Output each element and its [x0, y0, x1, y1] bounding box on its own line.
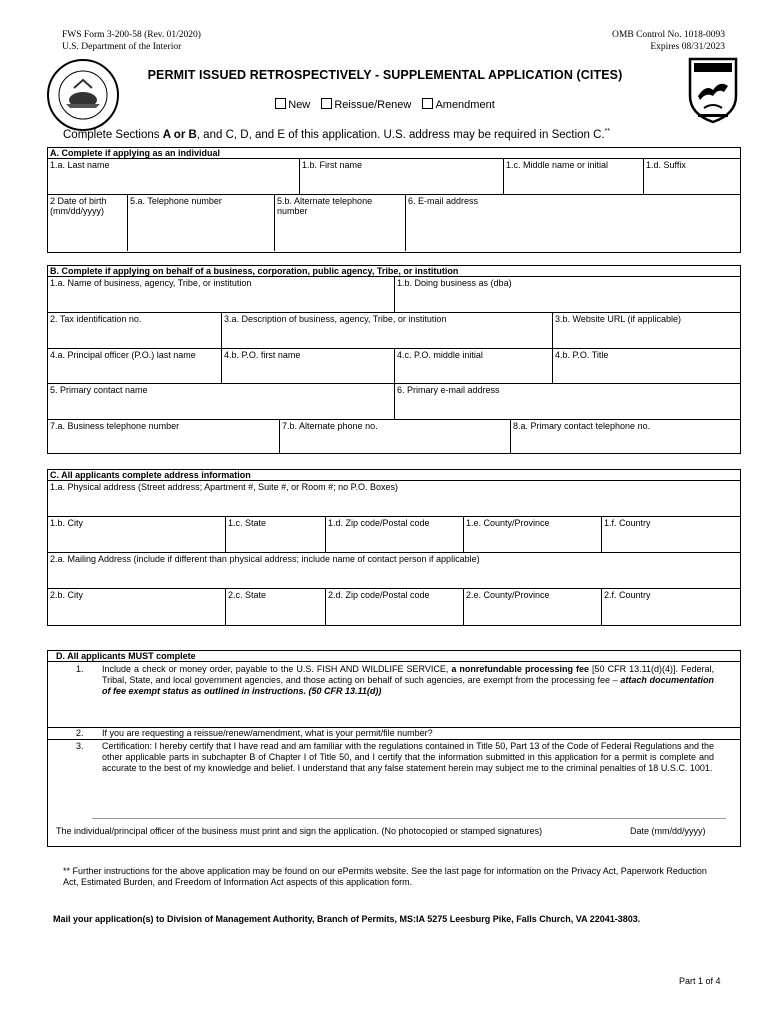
item-1-number: 1. — [76, 664, 84, 674]
section-b — [47, 265, 741, 454]
mailing-country-field[interactable]: 2.f. Country — [601, 589, 740, 625]
section-c-row-4 — [48, 589, 740, 625]
po-last-name-field[interactable]: 4.a. Principal officer (P.O.) last name — [50, 350, 196, 360]
department: U.S. Department of the Interior — [62, 41, 182, 52]
section-c-row-3 — [48, 553, 740, 589]
expiration-date: Expires 08/31/2023 — [650, 41, 725, 52]
option-reissue-renew[interactable]: Reissue/Renew — [321, 99, 411, 111]
section-a-heading: A. Complete if applying as an individual — [48, 148, 740, 159]
primary-contact-name-field[interactable]: 5. Primary contact name — [50, 385, 148, 395]
po-middle-initial-field[interactable]: 4.c. P.O. middle initial — [394, 349, 552, 383]
county-province-field[interactable]: 1.e. County/Province — [463, 517, 601, 552]
permit-file-number-question: If you are requesting a reissue/renew/amendment, what is your permit/file number? — [102, 728, 433, 738]
checkbox-amendment[interactable] — [422, 98, 433, 109]
section-b-heading: B. Complete if applying on behalf of a business, corporation, public agency, Tribe, or institution — [48, 266, 740, 277]
page-number: Part 1 of 4 — [679, 976, 721, 986]
state-field[interactable]: 1.c. State — [225, 517, 325, 552]
section-c-row-1 — [48, 481, 740, 517]
alternate-phone-field[interactable]: 7.b. Alternate phone no. — [279, 420, 510, 453]
business-description-field[interactable]: 3.a. Description of business, agency, Tribe, or institution — [221, 313, 552, 348]
country-field[interactable]: 1.f. Country — [601, 517, 740, 552]
item-3-number: 3. — [76, 741, 84, 751]
po-first-name-field[interactable]: 4.b. P.O. first name — [221, 349, 394, 383]
form-number: FWS Form 3-200-58 (Rev. 01/2020) — [62, 30, 201, 40]
website-url-field[interactable]: 3.b. Website URL (if applicable) — [552, 313, 740, 348]
application-type-options — [0, 98, 770, 111]
mailing-zip-code-field[interactable]: 2.d. Zip code/Postal code — [325, 589, 463, 625]
primary-contact-phone-field[interactable]: 8.a. Primary contact telephone no. — [510, 420, 740, 453]
po-title-field[interactable]: 4.b. P.O. Title — [552, 349, 740, 383]
checkbox-reissue-renew[interactable] — [321, 98, 332, 109]
fws-shield-logo — [686, 56, 740, 124]
signature-label: The individual/principal officer of the business must print and sign the application. (No photocopied or stamped signatures) — [56, 826, 543, 836]
tax-id-field[interactable]: 2. Tax identification no. — [50, 314, 142, 324]
primary-email-field[interactable]: 6. Primary e-mail address — [394, 384, 740, 419]
item-2-number: 2. — [76, 728, 84, 738]
form-id-block — [62, 30, 201, 53]
date-label: Date (mm/dd/yyyy) — [630, 826, 706, 836]
section-a-row-2 — [48, 195, 740, 251]
instructions-line: Complete Sections A or B, and C, D, and E of this application. U.S. address may be required in Section C.** — [63, 128, 611, 141]
section-b-row-5 — [48, 420, 740, 453]
sections-a-or-b: A or B — [162, 128, 197, 141]
section-d-heading: D. All applicants MUST complete — [48, 651, 740, 662]
certification-text: Certification: I hereby certify that I have read and am familiar with the regulations contained in Title 50, Part 13 of the Code of Federal Regulations and the other applicable parts in subchapter B of Chapter I of Title 50, and I certify that the information submitted in this application for a permit is complete and accurate to the best of my knowledge and belief. I understand that any false statement herein may subject me to the criminal penalties of 18 U.S.C. 1001. — [102, 741, 714, 773]
telephone-field[interactable]: 5.a. Telephone number — [127, 195, 274, 251]
mailing-address-field[interactable]: 2.a. Mailing Address (include if different than physical address; include name of contact person if applicable) — [50, 554, 480, 564]
section-b-row-4 — [48, 384, 740, 420]
mailing-city-field[interactable]: 2.b. City — [50, 590, 84, 600]
middle-name-field[interactable]: 1.c. Middle name or initial — [503, 159, 643, 194]
dba-field[interactable]: 1.b. Doing business as (dba) — [394, 277, 740, 312]
omb-control-number: OMB Control No. 1018-0093 — [612, 30, 725, 40]
mailing-instructions: Mail your application(s) to Division of Management Authority, Branch of Permits, MS:IA 5275 Leesburg Pike, Falls Church, VA 22041-3803. — [53, 914, 641, 924]
further-instructions-note: ** Further instructions for the above application may be found on our ePermits website. See the last page for information on the Privacy Act, Paperwork Reduction Act, Estimated Burden, and Freedom of Information Act aspects of this application form. — [63, 866, 707, 887]
section-a-row-1 — [48, 159, 740, 195]
section-c-heading: C. All applicants complete address information — [48, 470, 740, 481]
section-c-row-2 — [48, 517, 740, 553]
omb-block — [612, 30, 725, 53]
zip-code-field[interactable]: 1.d. Zip code/Postal code — [325, 517, 463, 552]
mailing-state-field[interactable]: 2.c. State — [225, 589, 325, 625]
first-name-field[interactable]: 1.b. First name — [299, 159, 503, 194]
section-a — [47, 147, 741, 253]
city-field[interactable]: 1.b. City — [50, 518, 84, 528]
item-1-fee-text: Include a check or money order, payable to the U.S. FISH AND WILDLIFE SERVICE, a nonrefundable processing fee [50 CFR 13.11(d)(4)]. Federal, Tribal, State, and local government agencies, and those acting on behalf of such agencies, are exempt from the processing fee – attach documentation of fee exempt status as outlined in instructions. (50 CFR 13.11(d)) — [102, 664, 715, 696]
signature-line[interactable] — [92, 818, 726, 819]
section-c — [47, 469, 741, 626]
form-title: PERMIT ISSUED RETROSPECTIVELY - SUPPLEMENTAL APPLICATION (CITES) — [147, 68, 623, 82]
checkbox-new[interactable] — [275, 98, 286, 109]
alternate-telephone-field[interactable]: 5.b. Alternate telephone number — [274, 195, 405, 251]
email-field[interactable]: 6. E-mail address — [405, 195, 740, 251]
physical-address-field[interactable]: 1.a. Physical address (Street address; Apartment #, Suite #, or Room #; no P.O. Boxes) — [50, 482, 399, 492]
section-d — [47, 650, 741, 847]
section-b-row-1 — [48, 277, 740, 313]
section-b-row-3 — [48, 349, 740, 384]
business-name-field[interactable]: 1.a. Name of business, agency, Tribe, or institution — [50, 278, 252, 288]
mailing-county-province-field[interactable]: 2.e. County/Province — [463, 589, 601, 625]
section-b-row-2 — [48, 313, 740, 349]
option-new[interactable]: New — [275, 99, 310, 111]
option-amendment[interactable]: Amendment — [422, 99, 494, 111]
item-2-separator — [48, 739, 740, 740]
business-telephone-field[interactable]: 7.a. Business telephone number — [50, 421, 180, 431]
date-of-birth-field[interactable]: 2 Date of birth (mm/dd/yyyy) — [50, 196, 107, 216]
suffix-field[interactable]: 1.d. Suffix — [643, 159, 740, 194]
last-name-field[interactable]: 1.a. Last name — [50, 160, 110, 170]
